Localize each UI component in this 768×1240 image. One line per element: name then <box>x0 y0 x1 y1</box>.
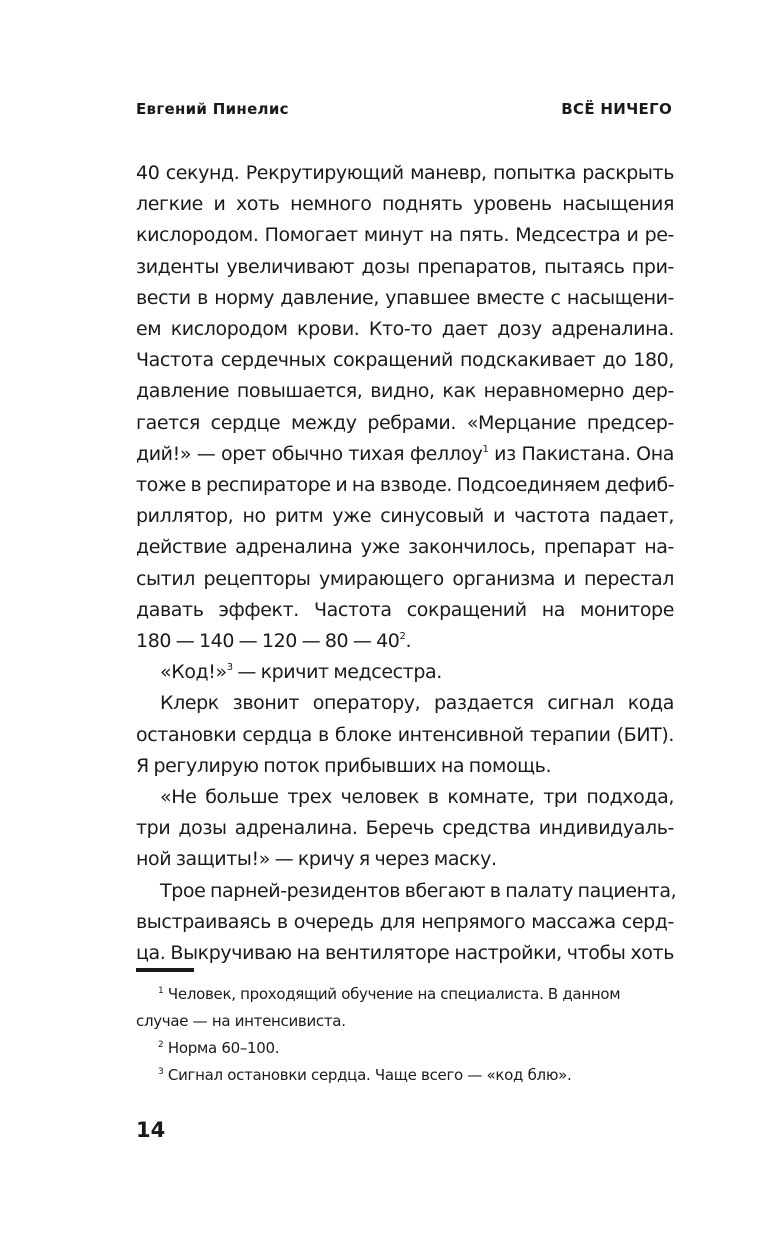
text-segment: — кричит медсестра. <box>232 661 442 684</box>
text-segment: из Пакистана. Она <box>488 442 674 465</box>
footnote-text: Человек, проходящий обучение на специалиста. В данном <box>163 985 621 1003</box>
text-line: тоже в респираторе и на взводе. Подсоединяем дефиб- <box>136 474 675 497</box>
footnote-ref: 1 <box>482 443 489 455</box>
text-line: выстраиваясь в очередь для непрямого массажа серд- <box>136 910 674 933</box>
text-line: ной защиты!» — кричу я через маску. <box>136 848 497 871</box>
text-line: Я регулирую поток прибывших на помощь. <box>136 754 552 777</box>
footnote-marker: 3 <box>158 1067 164 1077</box>
text-line: риллятор, но ритм уже синусовый и частота падает, <box>136 505 674 528</box>
footnotes <box>136 981 674 1089</box>
footnote-text: Норма 60–100. <box>163 1039 280 1057</box>
book-title: ВСЁ НИЧЕГО <box>561 100 672 118</box>
body-text <box>136 158 677 969</box>
footnote-ref: 3 <box>226 662 233 674</box>
text-line <box>136 657 674 688</box>
text-line: кислородом. Помогает минут на пять. Медсестра и ре- <box>136 224 674 247</box>
text-line: вести в норму давление, упавшее вместе с насыщени- <box>136 286 674 309</box>
footnote-line <box>136 1035 674 1062</box>
text-line: ем кислородом крови. Кто-то дает дозу адреналина. <box>136 318 674 341</box>
text-line: «Не больше трех человек в комнате, три подхода, <box>160 786 674 809</box>
footnote-marker: 1 <box>158 986 164 996</box>
text-line: три дозы адреналина. Беречь средства индивидуаль- <box>136 817 674 840</box>
text-line <box>136 439 674 470</box>
text-line: давление повышается, видно, как неравномерно дер- <box>136 380 674 403</box>
running-head <box>136 100 672 118</box>
text-segment: 180 — 140 — 120 — 80 — 40 <box>136 630 400 653</box>
text-line: гается сердце между ребрами. «Мерцание предсер- <box>136 411 674 434</box>
footnote-text: Сигнал остановки сердца. Чаще всего — «код блю». <box>163 1066 572 1084</box>
text-segment: . <box>405 630 412 653</box>
text-segment: «Код!» <box>160 661 227 684</box>
footnote-line <box>136 1062 674 1089</box>
text-segment: дий!» — орет обычно тихая феллоу <box>136 442 483 465</box>
footnote-line <box>136 981 674 1008</box>
text-line: Трое парней-резидентов вбегают в палату пациента, <box>160 879 677 902</box>
page-number: 14 <box>136 1118 166 1142</box>
text-line: действие адреналина уже закончилось, препарат на- <box>136 536 674 559</box>
text-line: Частота сердечных сокращений подскакивает до 180, <box>136 349 674 372</box>
text-line: сытил рецепторы умирающего организма и перестал <box>136 567 674 590</box>
footnote-line: случае — на интенсивиста. <box>136 1012 346 1030</box>
footnote-marker: 2 <box>158 1040 164 1050</box>
text-line: давать эффект. Частота сокращений на мониторе <box>136 598 674 621</box>
footnote-ref: 2 <box>399 631 406 643</box>
text-line: остановки сердца в блоке интенсивной терапии (БИТ). <box>136 723 674 746</box>
text-line: 40 секунд. Рекрутирующий маневр, попытка раскрыть <box>136 162 674 184</box>
text-line <box>136 626 674 657</box>
text-line: ца. Выкручиваю на вентиляторе настройки, чтобы хоть <box>136 942 674 965</box>
text-line: легкие и хоть немного поднять уровень насыщения <box>136 193 674 216</box>
footnote-divider <box>136 968 194 972</box>
author-name: Евгений Пинелис <box>136 100 289 118</box>
text-line: Клерк звонит оператору, раздается сигнал кода <box>160 692 674 715</box>
text-line: зиденты увеличивают дозы препаратов, пытаясь при- <box>136 255 674 278</box>
